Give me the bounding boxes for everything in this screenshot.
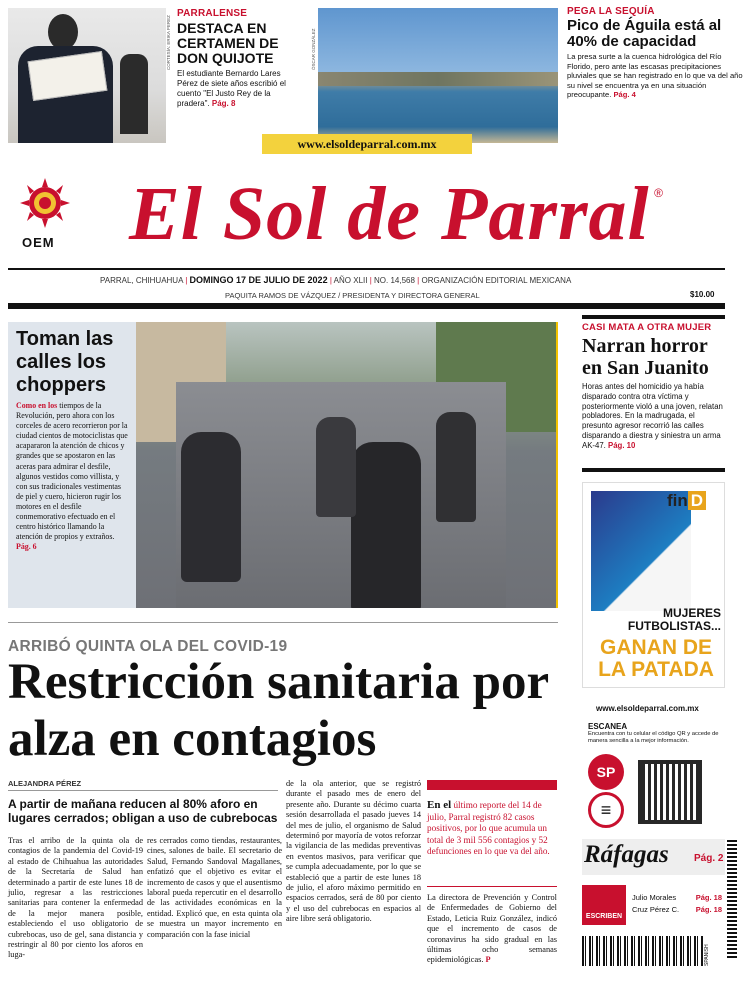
body-col-1: Tras el arribo de la quinta ola de contagios de la pandemia del Covid-19 al estado de Chihuahua las autoridades de la Secretaría de Salud han determinado a partir de este lunes 18 de julio, regresar a las restricciones sanitarias para contener la enfermedad de la mejor manera posible, estableciendo el uso obligatorio de cubrebocas, uso de gel, sana distancia y restringir al 80 por ciento los aforos en luga-: [8, 836, 143, 960]
masthead-rule: [8, 268, 725, 270]
teaser-sequia: [567, 6, 745, 100]
newspaper-icon: ≡: [588, 792, 624, 828]
dateline-year: AÑO XLII: [333, 276, 368, 285]
escriben-badge: ESCRIBEN: [582, 885, 626, 925]
dateline-org: ORGANIZACIÓN EDITORIAL MEXICANA: [421, 276, 572, 285]
website-banner[interactable]: [262, 134, 472, 154]
oem-text: OEM: [22, 235, 55, 250]
dateline-city: PARRAL, CHIHUAHUA: [100, 276, 183, 285]
subhead: A partir de mañana reducen al 80% aforo en lugares cerrados; obligan a uso de cubrebocas: [8, 797, 278, 825]
escriben-author-1: Julio Morales Pág. 18: [632, 893, 722, 902]
body-col-2: res cerrados como tiendas, restaurantes, cines, salones de baile. El secretario de Salud, Fernando Sandoval Magallanes, enfatizó que el objetivo es evitar el incremento de casos y que el ausentismo laboral pueda repercutir en el desarrollo de las actividades económicas en la entidad. Explicó que, en esta quinta ola se muestra un mayor incremento en comparación con la fase inicial: [147, 836, 283, 939]
rafagas-page: Pág. 2: [694, 853, 724, 864]
escriben-box: [582, 885, 725, 925]
teaser-parralense: [177, 8, 303, 109]
rafagas-title: Ráfagas: [584, 841, 669, 868]
find-line3: LA PATADA: [598, 658, 714, 681]
main-headline: Restricción sanitaria por alza en contagios: [8, 654, 549, 767]
website-url: www.elsoldeparral.com.mx: [297, 137, 437, 151]
choppers-photo: [136, 322, 556, 608]
find-line2: GANAN DE: [599, 636, 712, 659]
end-mark: P: [485, 955, 491, 965]
sun-icon: [14, 176, 76, 232]
teaser-headline: DESTACA EN CERTAMEN DE DON QUIJOTE: [177, 20, 279, 66]
newspaper-name: El Sol de Parral: [129, 172, 650, 256]
escanea-text: Encuentra con tu celular el código QR y accede de manera sencilla a la mejor información.: [588, 731, 719, 744]
barcode: [582, 936, 704, 966]
sidebar-vertical-rule: [727, 840, 737, 960]
body-col-4: La directora de Prevención y Control de Enfermedades de Gobierno del Estado, Leticia Ruiz González, indicó que el incremento de casos de coronavirus ha sido gradual en las últimas ocho semanas epidemiológicas. P: [427, 893, 557, 965]
qr-code-icon[interactable]: [638, 760, 702, 824]
body-col-3: de la ola anterior, que se registró durante el pasado mes de enero del presente año. Durante su décimo cuarta sesión desarrollada el pasado jueves 14 del mes de julio, el organismo de Salud determinó por mayoría de votos reforzar la vigilancia de las medidas preventivas en eventos masivos, para verificar que se cumpla adecuadamente, por lo que se estableció que a partir de este lunes 18 de julio, el aforo máximo permitido en espacios cerrados, será de 80 por ciento y el uso del cubrebocas en espacios al aire libre será obligatorio.: [286, 779, 421, 924]
teaser-body: La presa surte a la cuenca hidrológica del Río Florido, pero ante las escasas precipitaciones pluviales que se han registrado en lo que va del año su nivel se encuentra ya en una situación preocupante. Pág. 4: [567, 52, 743, 100]
photo-credit: ÓSCAR GONZÁLEZ: [311, 28, 316, 70]
highlight-box: En el último reporte del 14 de julio, Parral registró 82 casos positivos, por lo que acumula un total de 3 mil 556 contagios y 52 defunciones en lo que va del año.: [427, 799, 550, 856]
price: $10.00: [690, 290, 715, 299]
find-line1: MUJERES FUTBOLISTAS...: [627, 606, 721, 633]
sidebar-body: Horas antes del homicidio ya había disparado contra otra víctima y posteriormente violó a una joven, relatan pobladores. En la madrugada, el presunto agresor recorrió las calles disparando a diestra y siniestra un arma AK-47. Pág. 10: [582, 382, 723, 450]
main-kicker: ARRIBÓ QUINTA OLA DEL COVID-19: [8, 638, 288, 655]
dateline-number: NO. 14,568: [374, 276, 415, 285]
teaser-headline: Pico de Águila está al 40% de capacidad: [567, 17, 722, 50]
teaser-photo-student: [8, 8, 166, 143]
page-ref: Pág. 6: [16, 542, 37, 552]
byline: ALEJANDRA PÉREZ: [8, 779, 82, 788]
photo-credit: CORTESÍA: ERIKA PEREZ: [166, 15, 171, 70]
barcode-text: SPANISH: [704, 944, 710, 966]
teaser-body: El estudiante Bernardo Lares Pérez de siete años escribió el cuento "El Justo Rey de la pradera". Pág. 8: [177, 69, 286, 108]
director-line: PAQUITA RAMOS DE VÁZQUEZ / PRESIDENTA Y DIRECTORA GENERAL: [225, 291, 480, 300]
sidebar-story: [582, 322, 725, 451]
page-ref: Pág. 8: [211, 99, 236, 108]
teaser-photo-dam: [318, 8, 558, 143]
sidebar-headline: Narran horror en San Juanito: [582, 335, 709, 379]
highlight-bottom-rule: [427, 886, 557, 887]
choppers-story: [8, 322, 136, 608]
main-rule: [8, 622, 558, 623]
teaser-kicker: PEGA LA SEQUÍA: [567, 6, 655, 17]
find-ad[interactable]: [582, 482, 725, 688]
sp-badge: SP: [588, 754, 624, 790]
sidebar-kicker: CASI MATA A OTRA MUJER: [582, 322, 712, 333]
page-ref: Pág. 10: [608, 440, 636, 450]
find-logo: fin D: [667, 491, 706, 511]
masthead-title: [96, 164, 696, 264]
byline-rule: [8, 790, 278, 791]
registered-mark: ®: [654, 186, 663, 200]
choppers-headline: Toman las calles los choppers: [16, 328, 114, 396]
teaser-kicker: PARRALENSE: [177, 8, 248, 19]
sidebar-rule: [582, 315, 725, 319]
sidebar-url[interactable]: www.elsoldeparral.com.mx: [596, 704, 699, 713]
choppers-rule: [556, 322, 558, 608]
highlight-rule: [427, 780, 557, 790]
sidebar-rule-2: [582, 468, 725, 472]
rafagas-box: [582, 839, 725, 875]
escanea-title: ESCANEA: [588, 722, 628, 731]
escriben-author-2: Cruz Pérez C. Pág. 18: [632, 905, 722, 914]
dateline-date: DOMINGO 17 DE JULIO DE 2022: [189, 275, 328, 285]
dateline-rule: [8, 303, 725, 309]
oem-logo: [14, 176, 76, 248]
choppers-body: Como en los tiempos de la Revolución, pero ahora con los corceles de acero recorrieron por la ciudad cientos de motociclistas que acapararon la atención de chicos y grandes que se apostaron en las aceras para admirar el desfile, algunos vestidos como villista, y con sus tradicionales vestimentas de piel y cuero, hicieron rugir los motores en el desfile conmemorativo efectuado en el centro histórico llamando la atención de propios y extraños. Pág. 6: [16, 401, 128, 552]
page-ref: Pág. 4: [613, 90, 636, 100]
dateline: PARRAL, CHIHUAHUA | DOMINGO 17 DE JULIO DE 2022 | AÑO XLII | NO. 14,568 | ORGANIZACIÓN EDITORIAL MEXICANA: [100, 275, 572, 285]
